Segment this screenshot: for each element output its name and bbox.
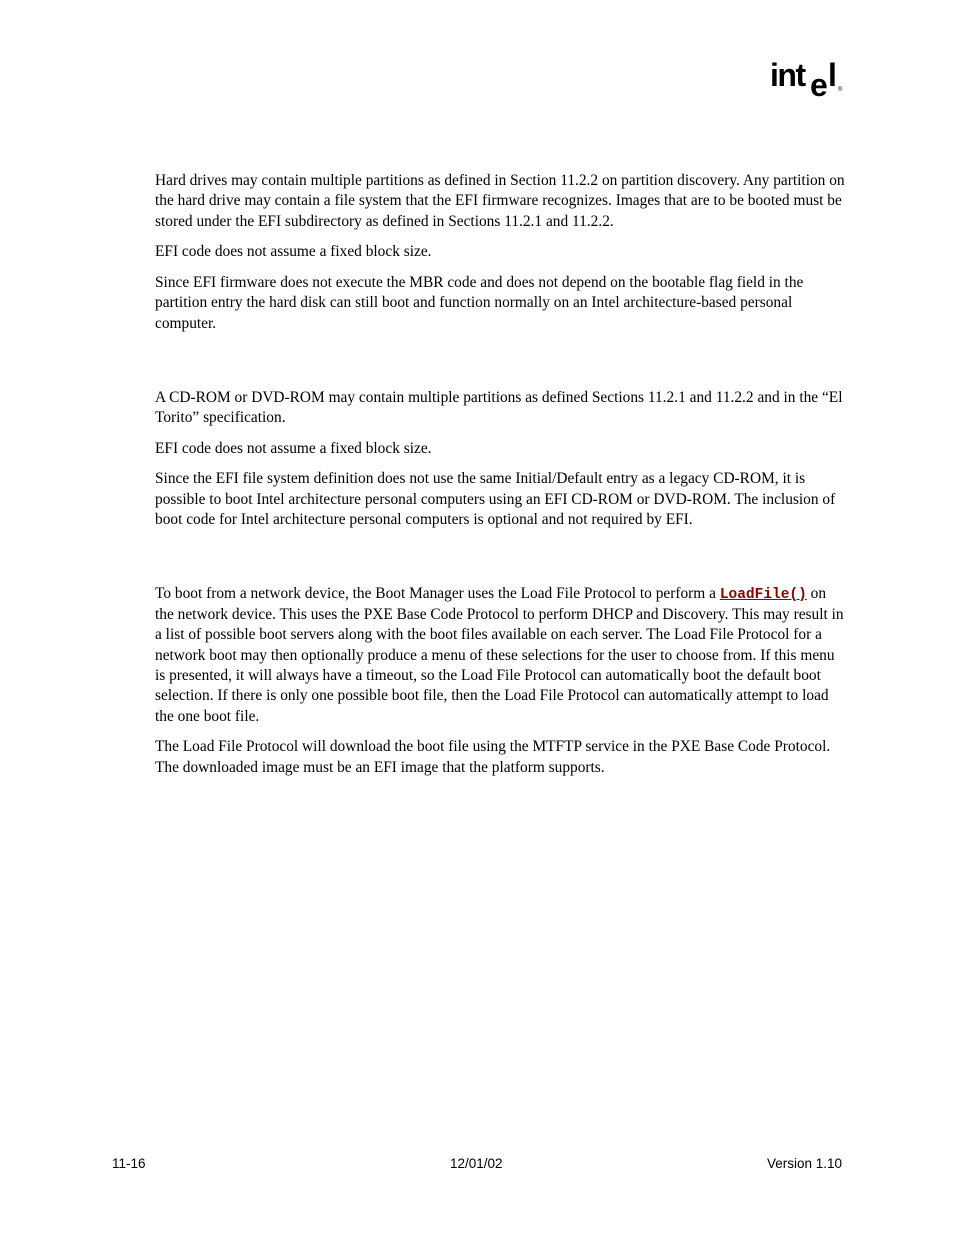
page-number: 11-16 xyxy=(112,1156,146,1171)
cdrom-paragraph-2: EFI code does not assume a fixed block size. xyxy=(155,439,432,457)
hard-drive-paragraph-3: Since EFI firmware does not execute the MBR code and does not depend on the bootable flag field in the partition entry the hard disk can still boot and function normally on an Intel architecture-based personal computer. xyxy=(155,274,804,332)
document-version: Version 1.10 xyxy=(766,1156,842,1171)
svg-text:e: e xyxy=(810,67,828,103)
svg-text:®: ® xyxy=(838,87,843,93)
network-text-after: on the network device. This uses the PXE Base Code Protocol to perform DHCP and Discovery. This may result in a list of possible boot servers along with the boot files available on each server. The Load File Protocol for a network boot may then optionally produce a menu of these selections for the user to choose from. If this menu is presented, it will always have a timeout, so the Load File Protocol can automatically boot the default boot selection. If there is only one possible boot file, then the Load File Protocol can automatically attempt to load the one boot file. xyxy=(155,584,844,725)
loadfile-link[interactable]: LoadFile() xyxy=(719,586,807,603)
network-text-before: To boot from a network device, the Boot Manager uses the Load File Protocol to perform a xyxy=(155,584,720,602)
document-date: 12/01/02 xyxy=(450,1156,503,1171)
network-paragraph-1 xyxy=(155,584,845,727)
svg-text:int: int xyxy=(770,57,805,93)
intel-logo-icon xyxy=(770,56,850,106)
svg-text:l: l xyxy=(828,57,837,93)
document-body xyxy=(155,171,845,789)
intel-logo xyxy=(770,56,850,106)
page-footer xyxy=(112,1156,842,1176)
cdrom-paragraph-1: A CD-ROM or DVD-ROM may contain multiple partitions as defined Sections 11.2.1 and 11.2.2 and in the “El Torito” specification. xyxy=(155,388,843,426)
hard-drive-paragraph-2: EFI code does not assume a fixed block size. xyxy=(155,243,432,261)
cdrom-paragraph-3: Since the EFI file system definition does not use the same Initial/Default entry as a legacy CD-ROM, it is possible to boot Intel architecture personal computers using an EFI CD-ROM or DVD-ROM. The inclusion of boot code for Intel architecture personal computers is optional and not required by EFI. xyxy=(155,470,836,529)
network-paragraph-2: The Load File Protocol will download the boot file using the MTFTP service in the PXE Base Code Protocol. The downloaded image must be an EFI image that the platform supports. xyxy=(155,738,831,776)
hard-drive-paragraph-1: Hard drives may contain multiple partitions as defined in Section 11.2.2 on partition discovery. Any partition on the hard drive may contain a file system that the EFI firmware recognizes. Images that are to be booted must be stored under the EFI subdirectory as defined in Sections 11.2.1 and 11.2.2. xyxy=(155,172,845,230)
